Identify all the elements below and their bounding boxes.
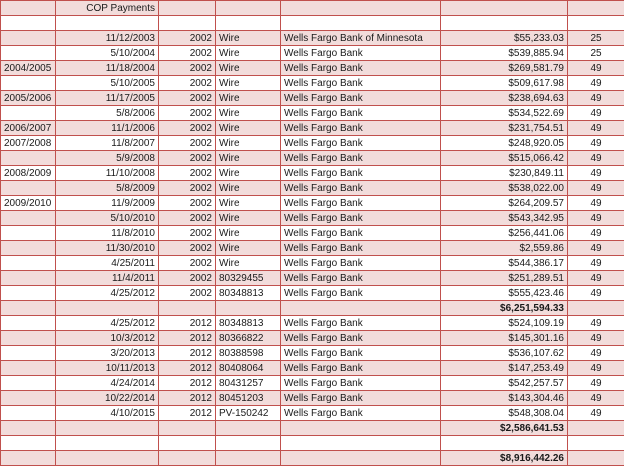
cell-series[interactable]: 2002 xyxy=(159,136,216,151)
cell-series[interactable]: 2002 xyxy=(159,286,216,301)
cell-series[interactable]: 2002 xyxy=(159,226,216,241)
cell-payment-date[interactable]: 10/22/2014 xyxy=(56,391,159,406)
cell-bank[interactable] xyxy=(281,1,441,16)
cell-fiscal-year[interactable] xyxy=(1,361,56,376)
cell-code[interactable]: 49 xyxy=(568,346,624,361)
cell-bank[interactable]: Wells Fargo Bank xyxy=(281,181,441,196)
cell-bank[interactable]: Wells Fargo Bank xyxy=(281,121,441,136)
cell-payment-date[interactable]: 11/30/2010 xyxy=(56,241,159,256)
cell-reference[interactable]: Wire xyxy=(216,76,281,91)
cell-code[interactable]: 49 xyxy=(568,241,624,256)
cell-code[interactable] xyxy=(568,16,624,31)
cell-series[interactable] xyxy=(159,436,216,451)
cell-fiscal-year[interactable] xyxy=(1,316,56,331)
cell-fiscal-year[interactable]: 2006/2007 xyxy=(1,121,56,136)
cell-fiscal-year[interactable] xyxy=(1,406,56,421)
cell-code[interactable]: 49 xyxy=(568,166,624,181)
cell-bank[interactable] xyxy=(281,436,441,451)
table-row xyxy=(1,151,624,166)
cell-amount[interactable]: $6,251,594.33 xyxy=(441,301,568,316)
cell-bank[interactable] xyxy=(281,451,441,466)
cell-code[interactable]: 49 xyxy=(568,136,624,151)
spreadsheet-body xyxy=(1,1,624,466)
cell-reference[interactable] xyxy=(216,301,281,316)
cell-amount[interactable]: $538,022.00 xyxy=(441,181,568,196)
cell-reference[interactable] xyxy=(216,16,281,31)
cell-payment-date[interactable]: 4/25/2012 xyxy=(56,316,159,331)
cell-reference[interactable]: Wire xyxy=(216,61,281,76)
cell-payment-date[interactable] xyxy=(56,16,159,31)
cell-amount[interactable]: $145,301.16 xyxy=(441,331,568,346)
cell-series[interactable]: 2012 xyxy=(159,376,216,391)
cell-payment-date[interactable]: COP Payments xyxy=(56,1,159,16)
total-row xyxy=(1,301,624,316)
cell-fiscal-year[interactable] xyxy=(1,1,56,16)
cell-code[interactable]: 49 xyxy=(568,376,624,391)
cell-series[interactable]: 2002 xyxy=(159,181,216,196)
cell-series[interactable]: 2012 xyxy=(159,316,216,331)
cell-code[interactable]: 49 xyxy=(568,271,624,286)
cell-amount[interactable]: $269,581.79 xyxy=(441,61,568,76)
table-row xyxy=(1,436,624,451)
cell-series[interactable]: 2012 xyxy=(159,361,216,376)
table-row xyxy=(1,361,624,376)
table-row xyxy=(1,61,624,76)
cell-amount[interactable]: $147,253.49 xyxy=(441,361,568,376)
cell-bank[interactable]: Wells Fargo Bank xyxy=(281,271,441,286)
cell-bank[interactable]: Wells Fargo Bank xyxy=(281,286,441,301)
cell-bank[interactable]: Wells Fargo Bank xyxy=(281,331,441,346)
cell-code[interactable] xyxy=(568,301,624,316)
table-row xyxy=(1,166,624,181)
table-row xyxy=(1,271,624,286)
cell-payment-date[interactable]: 10/11/2013 xyxy=(56,361,159,376)
cell-amount[interactable]: $264,209.57 xyxy=(441,196,568,211)
cell-reference[interactable]: Wire xyxy=(216,121,281,136)
cell-payment-date[interactable]: 11/17/2005 xyxy=(56,91,159,106)
cell-payment-date[interactable]: 11/10/2008 xyxy=(56,166,159,181)
table-row xyxy=(1,211,624,226)
table-row xyxy=(1,76,624,91)
table-row xyxy=(1,46,624,61)
cell-code[interactable]: 49 xyxy=(568,391,624,406)
cell-amount[interactable]: $230,849.11 xyxy=(441,166,568,181)
cell-bank[interactable]: Wells Fargo Bank xyxy=(281,241,441,256)
table-row xyxy=(1,241,624,256)
cell-payment-date[interactable]: 5/10/2010 xyxy=(56,211,159,226)
cell-code[interactable]: 49 xyxy=(568,121,624,136)
cell-amount[interactable]: $2,586,641.53 xyxy=(441,421,568,436)
cell-series[interactable]: 2002 xyxy=(159,271,216,286)
cell-payment-date[interactable]: 5/9/2008 xyxy=(56,151,159,166)
cell-code[interactable] xyxy=(568,451,624,466)
cell-amount[interactable]: $8,916,442.26 xyxy=(441,451,568,466)
table-row xyxy=(1,181,624,196)
cell-reference[interactable]: Wire xyxy=(216,226,281,241)
cell-reference[interactable]: Wire xyxy=(216,166,281,181)
cell-amount[interactable]: $555,423.46 xyxy=(441,286,568,301)
cell-fiscal-year[interactable]: 2005/2006 xyxy=(1,91,56,106)
cell-payment-date[interactable]: 11/1/2006 xyxy=(56,121,159,136)
cell-amount[interactable] xyxy=(441,16,568,31)
cell-reference[interactable]: Wire xyxy=(216,91,281,106)
cell-reference[interactable]: Wire xyxy=(216,31,281,46)
cell-bank[interactable]: Wells Fargo Bank xyxy=(281,316,441,331)
cell-series[interactable]: 2002 xyxy=(159,241,216,256)
cell-fiscal-year[interactable] xyxy=(1,76,56,91)
cell-reference[interactable]: Wire xyxy=(216,46,281,61)
cell-fiscal-year[interactable] xyxy=(1,241,56,256)
cell-fiscal-year[interactable]: 2007/2008 xyxy=(1,136,56,151)
cell-reference[interactable]: 80431257 xyxy=(216,376,281,391)
cell-code[interactable]: 49 xyxy=(568,361,624,376)
cell-fiscal-year[interactable]: 2008/2009 xyxy=(1,166,56,181)
cell-bank[interactable]: Wells Fargo Bank xyxy=(281,226,441,241)
cell-fiscal-year[interactable] xyxy=(1,331,56,346)
cell-series[interactable]: 2002 xyxy=(159,46,216,61)
table-row xyxy=(1,346,624,361)
cell-reference[interactable]: 80366822 xyxy=(216,331,281,346)
table-row xyxy=(1,256,624,271)
cell-amount[interactable]: $548,308.04 xyxy=(441,406,568,421)
cell-payment-date[interactable]: 11/9/2009 xyxy=(56,196,159,211)
cell-code[interactable] xyxy=(568,1,624,16)
cell-amount[interactable]: $238,694.63 xyxy=(441,91,568,106)
cell-series[interactable]: 2002 xyxy=(159,31,216,46)
cell-fiscal-year[interactable] xyxy=(1,16,56,31)
table-row xyxy=(1,121,624,136)
cell-series[interactable]: 2012 xyxy=(159,346,216,361)
cell-code[interactable]: 49 xyxy=(568,211,624,226)
cell-amount[interactable]: $543,342.95 xyxy=(441,211,568,226)
cell-amount[interactable]: $539,885.94 xyxy=(441,46,568,61)
cell-reference[interactable]: PV-150242 xyxy=(216,406,281,421)
cell-series[interactable]: 2002 xyxy=(159,91,216,106)
table-row xyxy=(1,196,624,211)
cell-payment-date[interactable]: 4/25/2011 xyxy=(56,256,159,271)
cell-amount[interactable]: $251,289.51 xyxy=(441,271,568,286)
cell-series[interactable]: 2002 xyxy=(159,61,216,76)
cell-fiscal-year[interactable] xyxy=(1,106,56,121)
cell-amount[interactable]: $256,441.06 xyxy=(441,226,568,241)
cell-fiscal-year[interactable] xyxy=(1,31,56,46)
cell-payment-date[interactable]: 11/12/2003 xyxy=(56,31,159,46)
cell-amount[interactable]: $544,386.17 xyxy=(441,256,568,271)
cell-reference[interactable] xyxy=(216,1,281,16)
cell-fiscal-year[interactable] xyxy=(1,301,56,316)
cell-series[interactable]: 2002 xyxy=(159,211,216,226)
cell-series[interactable] xyxy=(159,16,216,31)
cell-bank[interactable]: Wells Fargo Bank xyxy=(281,346,441,361)
cell-code[interactable]: 49 xyxy=(568,316,624,331)
cell-bank[interactable]: Wells Fargo Bank xyxy=(281,46,441,61)
cell-bank[interactable]: Wells Fargo Bank xyxy=(281,61,441,76)
cell-bank[interactable]: Wells Fargo Bank xyxy=(281,256,441,271)
table-row xyxy=(1,31,624,46)
cell-code[interactable]: 49 xyxy=(568,196,624,211)
cell-reference[interactable]: 80329455 xyxy=(216,271,281,286)
cell-payment-date[interactable]: 4/10/2015 xyxy=(56,406,159,421)
cell-fiscal-year[interactable] xyxy=(1,346,56,361)
cell-code[interactable]: 49 xyxy=(568,61,624,76)
cell-payment-date[interactable]: 5/8/2006 xyxy=(56,106,159,121)
cell-fiscal-year[interactable] xyxy=(1,46,56,61)
cell-reference[interactable]: Wire xyxy=(216,106,281,121)
table-row xyxy=(1,91,624,106)
cell-bank[interactable]: Wells Fargo Bank xyxy=(281,136,441,151)
cell-amount[interactable]: $534,522.69 xyxy=(441,106,568,121)
table-row xyxy=(1,331,624,346)
table-row xyxy=(1,406,624,421)
cell-bank[interactable]: Wells Fargo Bank xyxy=(281,391,441,406)
cell-bank[interactable]: Wells Fargo Bank xyxy=(281,196,441,211)
table-row xyxy=(1,376,624,391)
cell-series[interactable]: 2012 xyxy=(159,391,216,406)
cell-code[interactable]: 25 xyxy=(568,46,624,61)
cell-reference[interactable]: 80348813 xyxy=(216,316,281,331)
cell-code[interactable]: 49 xyxy=(568,256,624,271)
table-row xyxy=(1,136,624,151)
cell-bank[interactable] xyxy=(281,16,441,31)
table-row xyxy=(1,226,624,241)
cell-reference[interactable]: 80408064 xyxy=(216,361,281,376)
cell-code[interactable] xyxy=(568,436,624,451)
cell-series[interactable] xyxy=(159,421,216,436)
total-row xyxy=(1,421,624,436)
cell-reference[interactable] xyxy=(216,451,281,466)
cell-fiscal-year[interactable] xyxy=(1,451,56,466)
cell-fiscal-year[interactable]: 2004/2005 xyxy=(1,61,56,76)
cell-reference[interactable]: Wire xyxy=(216,241,281,256)
cell-code[interactable]: 49 xyxy=(568,181,624,196)
cell-reference[interactable]: Wire xyxy=(216,151,281,166)
cell-bank[interactable]: Wells Fargo Bank xyxy=(281,166,441,181)
cell-fiscal-year[interactable] xyxy=(1,226,56,241)
cell-payment-date[interactable] xyxy=(56,301,159,316)
cell-code[interactable]: 49 xyxy=(568,286,624,301)
cell-bank[interactable]: Wells Fargo Bank xyxy=(281,151,441,166)
cell-payment-date[interactable]: 11/4/2011 xyxy=(56,271,159,286)
cell-amount[interactable]: $536,107.62 xyxy=(441,346,568,361)
cell-amount[interactable]: $248,920.05 xyxy=(441,136,568,151)
cell-fiscal-year[interactable] xyxy=(1,286,56,301)
cell-code[interactable]: 49 xyxy=(568,106,624,121)
cell-series[interactable]: 2002 xyxy=(159,121,216,136)
cell-bank[interactable]: Wells Fargo Bank xyxy=(281,376,441,391)
cell-fiscal-year[interactable] xyxy=(1,436,56,451)
cell-payment-date[interactable] xyxy=(56,421,159,436)
cell-fiscal-year[interactable] xyxy=(1,211,56,226)
cell-bank[interactable] xyxy=(281,421,441,436)
cell-code[interactable]: 49 xyxy=(568,76,624,91)
cell-fiscal-year[interactable]: 2009/2010 xyxy=(1,196,56,211)
cell-fiscal-year[interactable] xyxy=(1,391,56,406)
cell-bank[interactable]: Wells Fargo Bank xyxy=(281,106,441,121)
cell-bank[interactable]: Wells Fargo Bank xyxy=(281,76,441,91)
cell-series[interactable]: 2002 xyxy=(159,256,216,271)
cell-payment-date[interactable]: 10/3/2012 xyxy=(56,331,159,346)
cell-amount[interactable]: $515,066.42 xyxy=(441,151,568,166)
cell-payment-date[interactable]: 4/24/2014 xyxy=(56,376,159,391)
cell-payment-date[interactable]: 3/20/2013 xyxy=(56,346,159,361)
cell-bank[interactable]: Wells Fargo Bank xyxy=(281,91,441,106)
cell-series[interactable]: 2012 xyxy=(159,331,216,346)
cell-payment-date[interactable]: 5/8/2009 xyxy=(56,181,159,196)
cell-series[interactable] xyxy=(159,451,216,466)
cell-amount[interactable]: $231,754.51 xyxy=(441,121,568,136)
cell-reference[interactable]: 80348813 xyxy=(216,286,281,301)
cell-amount[interactable]: $509,617.98 xyxy=(441,76,568,91)
cell-bank[interactable]: Wells Fargo Bank xyxy=(281,406,441,421)
cell-fiscal-year[interactable] xyxy=(1,421,56,436)
cell-amount[interactable]: $143,304.46 xyxy=(441,391,568,406)
cell-code[interactable]: 49 xyxy=(568,331,624,346)
cell-bank[interactable]: Wells Fargo Bank of Minnesota xyxy=(281,31,441,46)
cell-reference[interactable]: 80388598 xyxy=(216,346,281,361)
cell-payment-date[interactable] xyxy=(56,436,159,451)
cell-series[interactable]: 2012 xyxy=(159,406,216,421)
cell-code[interactable]: 49 xyxy=(568,406,624,421)
cell-series[interactable]: 2002 xyxy=(159,76,216,91)
cell-fiscal-year[interactable] xyxy=(1,376,56,391)
table-row xyxy=(1,16,624,31)
cell-payment-date[interactable] xyxy=(56,451,159,466)
cell-series[interactable]: 2002 xyxy=(159,106,216,121)
table-row xyxy=(1,106,624,121)
cell-reference[interactable]: Wire xyxy=(216,181,281,196)
cell-code[interactable]: 49 xyxy=(568,226,624,241)
cell-amount[interactable]: $55,233.03 xyxy=(441,31,568,46)
cell-code[interactable]: 49 xyxy=(568,151,624,166)
cell-code[interactable]: 49 xyxy=(568,91,624,106)
cell-payment-date[interactable]: 4/25/2012 xyxy=(56,286,159,301)
table-row xyxy=(1,1,624,16)
cell-fiscal-year[interactable] xyxy=(1,256,56,271)
cell-reference[interactable]: Wire xyxy=(216,196,281,211)
cell-reference[interactable] xyxy=(216,436,281,451)
table-row xyxy=(1,391,624,406)
cell-fiscal-year[interactable] xyxy=(1,181,56,196)
cell-reference[interactable]: Wire xyxy=(216,136,281,151)
cell-payment-date[interactable]: 5/10/2004 xyxy=(56,46,159,61)
cell-amount[interactable] xyxy=(441,1,568,16)
cell-payment-date[interactable]: 5/10/2005 xyxy=(56,76,159,91)
cell-reference[interactable] xyxy=(216,421,281,436)
cell-fiscal-year[interactable] xyxy=(1,151,56,166)
cell-payment-date[interactable]: 11/8/2007 xyxy=(56,136,159,151)
cell-amount[interactable] xyxy=(441,436,568,451)
cell-series[interactable]: 2002 xyxy=(159,166,216,181)
cell-payment-date[interactable]: 11/8/2010 xyxy=(56,226,159,241)
table-row xyxy=(1,316,624,331)
cell-fiscal-year[interactable] xyxy=(1,271,56,286)
table-row xyxy=(1,286,624,301)
cell-payment-date[interactable]: 11/18/2004 xyxy=(56,61,159,76)
cell-reference[interactable]: Wire xyxy=(216,211,281,226)
cell-bank[interactable]: Wells Fargo Bank xyxy=(281,361,441,376)
cell-amount[interactable]: $2,559.86 xyxy=(441,241,568,256)
cell-amount[interactable]: $524,109.19 xyxy=(441,316,568,331)
cell-reference[interactable]: Wire xyxy=(216,256,281,271)
cell-series[interactable] xyxy=(159,301,216,316)
cell-code[interactable]: 25 xyxy=(568,31,624,46)
cell-series[interactable]: 2002 xyxy=(159,151,216,166)
cell-bank[interactable]: Wells Fargo Bank xyxy=(281,211,441,226)
cell-code[interactable] xyxy=(568,421,624,436)
cell-reference[interactable]: 80451203 xyxy=(216,391,281,406)
cell-series[interactable]: 2002 xyxy=(159,196,216,211)
total-row xyxy=(1,451,624,466)
cell-amount[interactable]: $542,257.57 xyxy=(441,376,568,391)
cell-bank[interactable] xyxy=(281,301,441,316)
cell-series[interactable] xyxy=(159,1,216,16)
